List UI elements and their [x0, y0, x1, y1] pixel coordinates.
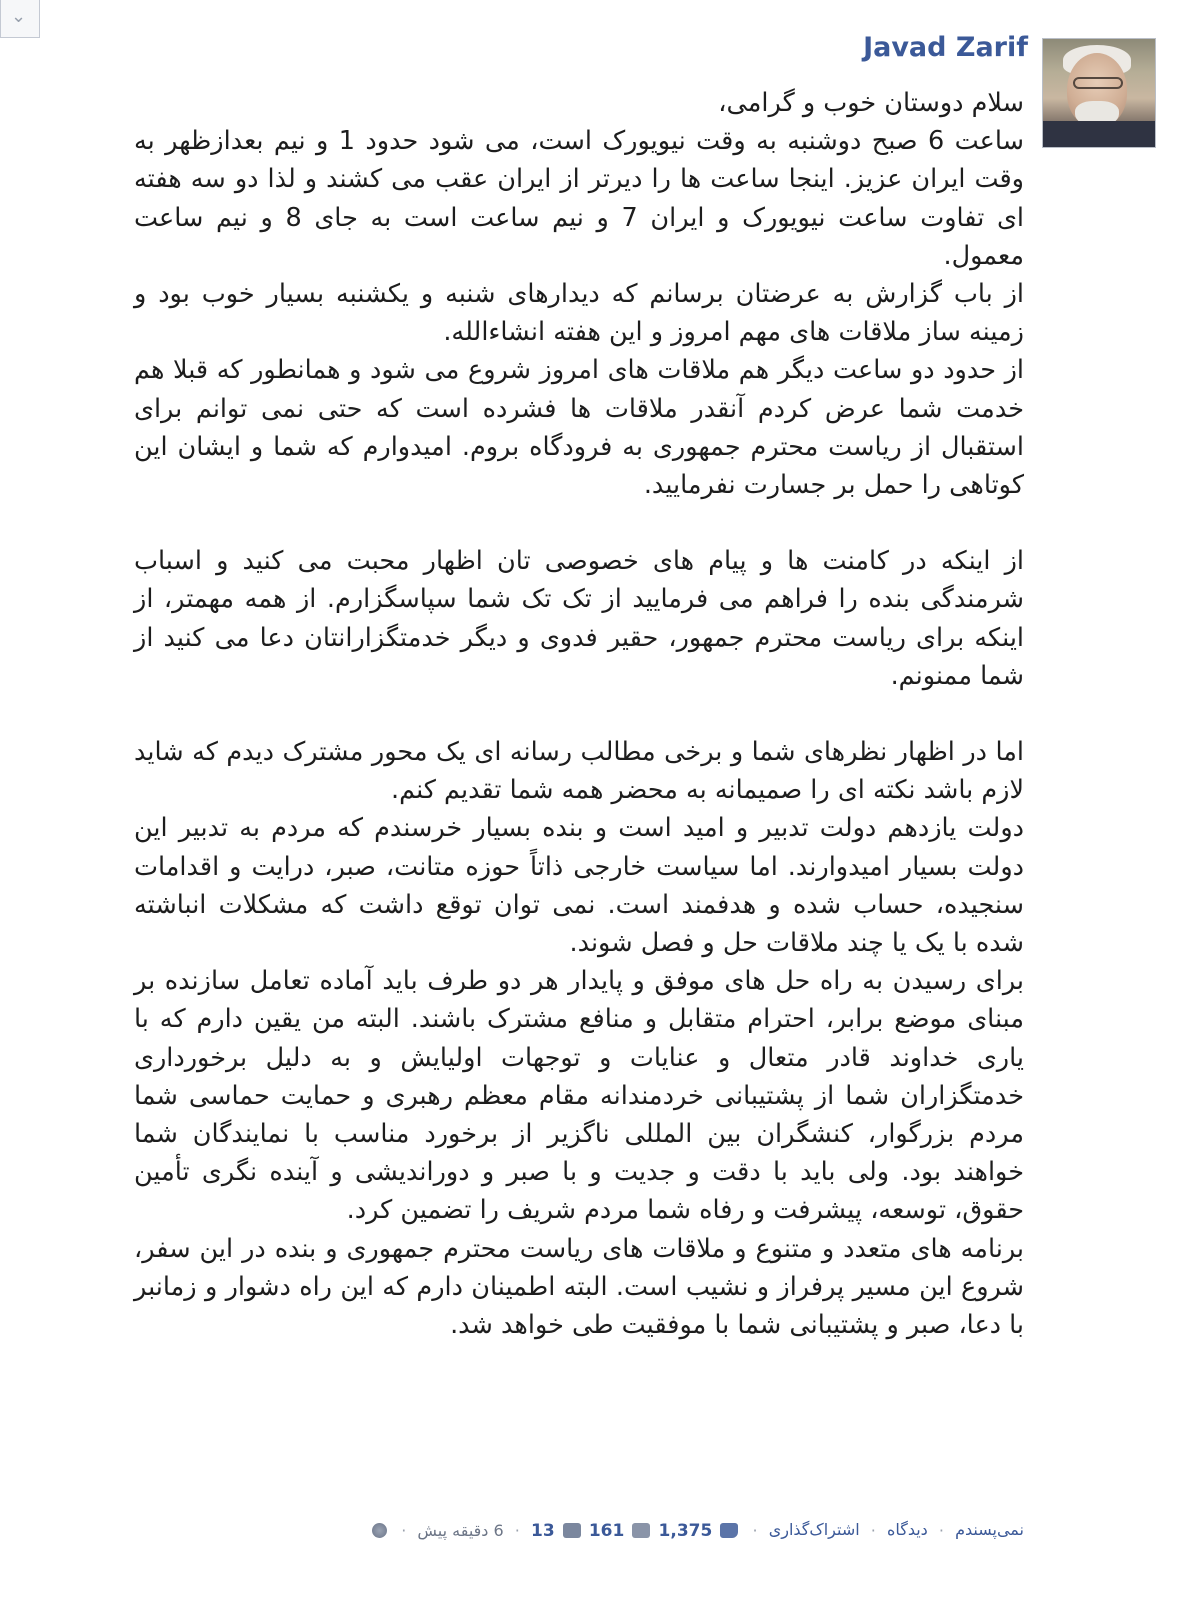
- post-options-dropdown[interactable]: [0, 0, 40, 38]
- post-paragraph: از اینکه در کامنت ها و پیام های خصوصی تان اظهار محبت می کنید و اسباب شرمندگی بنده را فراهم می فرمایید از تک تک شما سپاسگزارم. از همه مهمتر، از اینکه برای ریاست محترم جمهور، حقیر فدوی و دیگر خدمتگزارانتان دعا می کنید از شما ممنونم.: [134, 546, 1024, 691]
- share-icon[interactable]: [563, 1523, 581, 1538]
- facebook-post: [90, 30, 1170, 1610]
- chevron-down-icon: ⌄: [11, 6, 27, 27]
- post-message: [134, 84, 1024, 1344]
- post-footer: نمی‌پسندم · دیدگاه · اشتراک‌گذاری · 1,375 161 13 · 6 دقیقه پیش ·: [134, 1520, 1024, 1541]
- shares-count[interactable]: 13: [530, 1520, 555, 1541]
- comment-icon[interactable]: [632, 1523, 650, 1538]
- comment-link[interactable]: دیدگاه: [886, 1520, 928, 1539]
- likes-count[interactable]: 1,375: [658, 1520, 713, 1541]
- unlike-link[interactable]: نمی‌پسندم: [955, 1520, 1024, 1539]
- post-paragraph: اما در اظهار نظرهای شما و برخی مطالب رسانه ای یک محور مشترک دیدم که شاید لازم باشد نکته ای را صمیمانه به محضر همه شما تقدیم کنم. دولت یازدهم دولت تدبیر و امید است و بنده بسیار خرسندم که مردم به تدبیر این دولت بسیار امیدوارند. اما سیاست خارجی ذاتاً حوزه متانت، صبر، درایت و اقدامات سنجیده، حساب شده و هدفمند است. نمی توان توقع داشت که مشکلات انباشته شده با یک یا چند ملاقات حل و فصل شوند. برای رسیدن به راه حل های موفق و پایدار هر دو طرف باید آماده تعامل سازنده بر مبنای موضع برابر، احترام متقابل و منافع مشترک باشند. البته من یقین دارم که با یاری خداوند قادر متعال و عنایات و توجهات اولیایش و به دلیل برخورداری خدمتگزاران شما از پشتیبانی خردمندانه مقام معظم رهبری و حمایت حماسی شما مردم بزرگوار، کنشگران بین المللی ناگزیر از برخورد مناسب با نمایندگان شما خواهند بود. ولی باید با دقت و جدیت و با صبر و دوراندیشی و آینده نگری تأمین حقوق، توسعه، پیشرفت و رفاه شما مردم شریف را تضمین کرد. برنامه های متعدد و متنوع و ملاقات های ریاست محترم جمهوری و بنده در این سفر، شروع این مسیر پرفراز و نشیب است. البته اطمینان دارم که این راه دشوار و زمانبر با دعا، صبر و پشتیبانی شما با موفقیت طی خواهد شد.: [134, 737, 1024, 1341]
- like-icon[interactable]: [720, 1523, 738, 1538]
- comments-count[interactable]: 161: [588, 1520, 625, 1541]
- share-link[interactable]: اشتراک‌گذاری: [768, 1520, 860, 1539]
- author-name[interactable]: Javad Zarif: [863, 32, 1028, 63]
- globe-icon[interactable]: [372, 1523, 387, 1538]
- post-timestamp[interactable]: 6 دقیقه پیش: [417, 1521, 504, 1540]
- avatar-suit: [1043, 121, 1155, 147]
- post-paragraph: سلام دوستان خوب و گرامی، ساعت 6 صبح دوشنبه به وقت نیویورک است، می شود حدود 1 و نیم بعدازظهر به وقت ایران عزیز. اینجا ساعت ها را دیرتر از ایران عقب می کشند و لذا دو سه هفته ای تفاوت ساعت نیویورک و ایران 7 و نیم ساعت است به جای 8 و نیم ساعت معمول. از باب گزارش به عرضتان برسانم که دیدارهای شنبه و یکشنبه بسیار خوب بود و زمینه ساز ملاقات های مهم امروز و این هفته انشاءالله. از حدود دو ساعت دیگر هم ملاقات های امروز شروع می شود و همانطور که قبلا هم خدمت شما عرض کردم آنقدر ملاقات ها فشرده است که حتی نمی توانم برای استقبال از ریاست محترم جمهوری به فرودگاه بروم. امیدوارم که شما و ایشان این کوتاهی را حمل بر جسارت نفرمایید.: [134, 88, 1024, 501]
- avatar[interactable]: [1042, 38, 1156, 148]
- avatar-glasses: [1073, 77, 1123, 89]
